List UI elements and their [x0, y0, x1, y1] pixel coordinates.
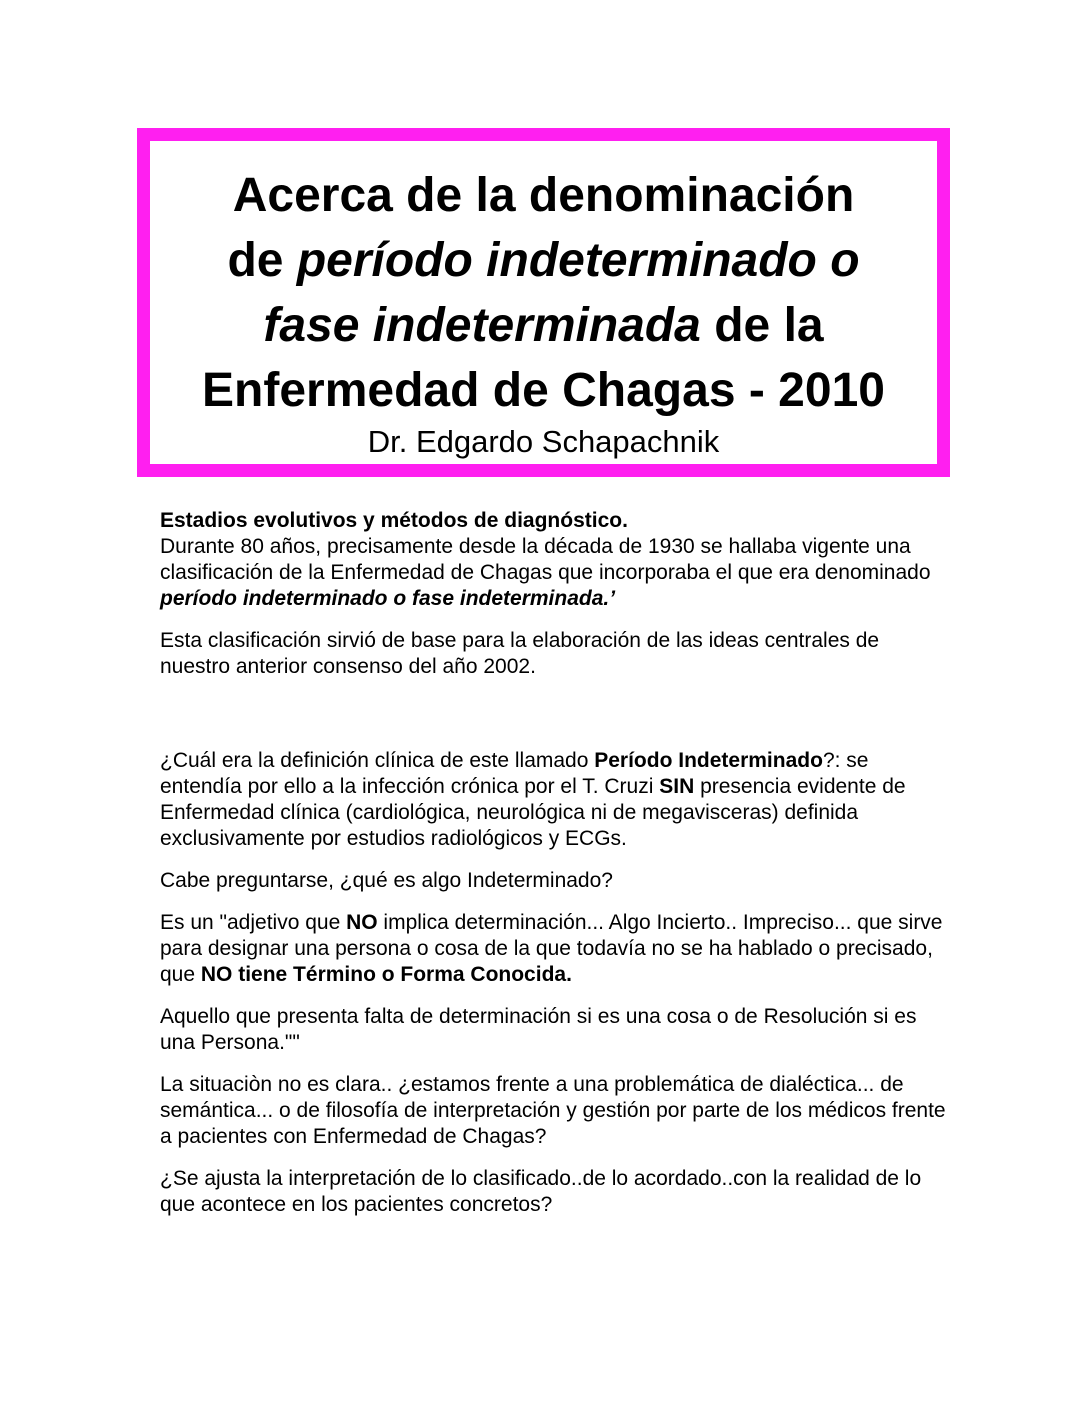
title-line-2-prefix: de: [227, 234, 297, 287]
definition-text-c: ?: se entendía por ello a la infección crónica por el T. Cruzi: [160, 749, 869, 798]
title-box: [137, 128, 950, 477]
paragraph-definition: [160, 748, 950, 852]
definition-text-e: presencia evidente de Enfermedad clínica (cardiológica, neurológica ni de megavisceras) definida exclusivamente por estudios radiológicos y ECGs.: [160, 775, 906, 850]
section-heading: Estadios evolutivos y métodos de diagnóstico.: [160, 509, 628, 532]
author: Dr. Edgardo Schapachnik: [367, 424, 720, 459]
paragraph-question: Cabe preguntarse, ¿qué es algo Indeterminado?: [160, 869, 613, 892]
paragraph-intro-text: Durante 80 años, precisamente desde la década de 1930 se hallaba vigente una clasificación de la Enfermedad de Chagas que incorporaba el que era denominado: [160, 535, 931, 584]
paragraph-adjective: [160, 910, 950, 988]
title-line-3-suffix: de la: [700, 299, 824, 352]
adjective-bold-no: NO: [346, 911, 378, 934]
paragraph-intro-emphasis: período indeterminado o fase indeterminada.’: [160, 587, 616, 610]
definition-text-a: ¿Cuál era la definición clínica de este llamado: [160, 749, 595, 772]
document-body: [160, 508, 950, 1218]
definition-bold-sin: SIN: [659, 775, 695, 798]
title-line-4: Enfermedad de Chagas - 2010: [202, 364, 885, 417]
paragraph-resolution: Aquello que presenta falta de determinación si es una cosa o de Resolución si es una Persona."": [160, 1005, 917, 1054]
title-line-3: [150, 293, 937, 358]
title-line-3-italic: fase indeterminada: [263, 299, 701, 352]
title-line-2-italic: período indeterminado o: [296, 234, 860, 287]
title-line-2: [150, 228, 937, 293]
title-line-1: Acerca de la denominación: [232, 169, 855, 222]
definition-bold-term: Período Indeterminado: [594, 749, 823, 772]
adjective-text-a: Es un "adjetivo que: [160, 911, 347, 934]
paragraph-situation: La situaciòn no es clara.. ¿estamos frente a una problemática de dialéctica... de semántica... o de filosofía de interpretación y gestión por parte de los médicos frente a pacientes con Enfermedad de Chagas?: [160, 1073, 946, 1148]
paragraph-consensus: Esta clasificación sirvió de base para la elaboración de las ideas centrales de nuestro anterior consenso del año 2002.: [160, 629, 880, 678]
paragraph-closing-question: ¿Se ajusta la interpretación de lo clasificado..de lo acordado..con la realidad de lo que acontece en los pacientes concretos?: [160, 1167, 922, 1216]
adjective-bold-term: NO tiene Término o Forma Conocida.: [200, 963, 572, 986]
paragraph-intro: [160, 508, 950, 612]
document-title: [150, 163, 937, 423]
adjective-text-c: implica determinación... Algo Incierto.. Impreciso... que sirve para designar una persona o cosa de la que todavía no se ha hablado o precisado, que: [160, 911, 943, 986]
